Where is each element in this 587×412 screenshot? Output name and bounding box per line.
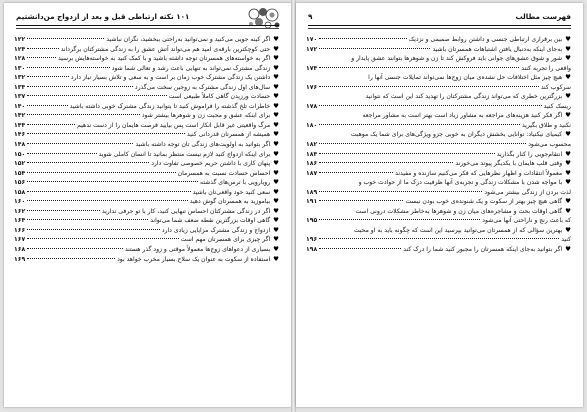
toc-entry-title: رویارویی با ترس‌های گذشته [200, 179, 271, 187]
toc-entry-title: لذت بردن از زندگی بیشتر می‌شود [484, 188, 571, 196]
heart-bullet-icon: ♥ [565, 168, 571, 177]
heart-bullet-icon: ♥ [273, 120, 279, 129]
dot-leader [319, 48, 430, 49]
toc-entry-line [306, 216, 571, 226]
dot-leader [27, 124, 75, 125]
toc-entry-title: هیچ چیز مثل اختلافات حل نشده‌ی میان زوج‌ها نمی‌تواند تمایلات جنسی آنها را [368, 74, 563, 82]
heart-bullet-icon: ♥ [273, 206, 279, 215]
toc-entry-page: ۱۸۷ [306, 169, 318, 177]
toc-entry-page: ۱۴۸ [14, 141, 26, 149]
toc-entry[interactable] [306, 35, 571, 45]
toc-entry[interactable] [14, 188, 279, 198]
toc-entry-title: زندگی مشترک نمی‌تواند به تنهایی باعث رشد و تعالی شما شود [111, 64, 271, 72]
toc-entry-page: ۱۲۴ [14, 45, 26, 53]
toc-entry-page: ۱۸۶ [306, 160, 318, 168]
toc-entry-line [306, 178, 571, 188]
dot-leader [27, 95, 167, 96]
heart-bullet-icon: ♥ [273, 130, 279, 139]
toc-entry-line [306, 35, 571, 45]
heart-bullet-icon: ♥ [273, 254, 279, 263]
toc-entry-title: کنید [561, 236, 571, 244]
toc-entry-title: محسوب می‌شود [528, 141, 571, 149]
left-page [4, 3, 291, 407]
toc-entry-line [306, 130, 571, 140]
heart-bullet-icon: ♥ [273, 168, 279, 177]
toc-entry-line [14, 54, 279, 64]
left-page-header [16, 9, 279, 23]
toc-entry[interactable] [306, 197, 571, 207]
toc-entry-title: سرکوب کند [540, 83, 571, 91]
toc-entry[interactable] [14, 245, 279, 255]
toc-entry-page: ۱۶۹ [14, 255, 26, 263]
toc-entry-page: ۱۴۶ [14, 131, 26, 139]
toc-entry-page: ۱۶۸ [14, 246, 26, 254]
heart-bullet-icon: ♥ [565, 206, 571, 215]
toc-entry[interactable] [14, 73, 279, 83]
dot-leader [27, 172, 176, 173]
toc-entry-title: احساس حسادت نسبت به همسرمان [177, 169, 271, 177]
toc-entry[interactable] [14, 130, 279, 140]
toc-entry-page: ۱۶۶ [14, 226, 26, 234]
toc-entry-title: سعی کنید خود واقعی‌تان باشید [192, 188, 271, 196]
dot-leader [27, 67, 110, 68]
toc-entry-line [14, 159, 279, 169]
heart-bullet-icon: ♥ [273, 54, 279, 63]
heart-bullet-icon: ♥ [565, 111, 571, 120]
toc-entry-page: ۱۵۰ [14, 150, 26, 158]
toc-entry-title: گاهی اوقات بحث و مشاجره‌های میان زن و شوهرها به‌خاطر مشکلات درونی است [355, 207, 563, 215]
toc-entry-title: پنهان کاری با داشتن حریم خصوصی تفاوت دارد [151, 160, 271, 168]
toc-entry-page: ۱۷۶ [306, 83, 318, 91]
heart-bullet-icon: ♥ [565, 149, 571, 158]
toc-entry[interactable] [14, 197, 279, 207]
toc-entry-page: ۱۹۵ [306, 217, 318, 225]
toc-entry-line [306, 235, 571, 245]
dot-leader [319, 124, 520, 125]
heart-bullet-icon: ♥ [273, 197, 279, 206]
heart-bullet-icon: ♥ [565, 245, 571, 254]
dot-leader [319, 105, 542, 106]
heart-bullet-icon: ♥ [273, 216, 279, 225]
toc-entry-page: ۱۷۰ [306, 36, 318, 43]
toc-entry-page: ۱۸۴ [306, 150, 318, 158]
toc-entry[interactable] [306, 169, 571, 179]
toc-entry[interactable] [14, 111, 279, 121]
heart-bullet-icon: ♥ [273, 92, 279, 101]
toc-entry-line [14, 35, 279, 45]
toc-entry[interactable] [306, 111, 571, 130]
toc-entry-title: که باعث رنج و ناراحتی آنها می‌شود [482, 217, 571, 225]
heart-bullet-icon: ♥ [273, 63, 279, 72]
toc-entry-line [306, 92, 571, 102]
dot-leader [27, 248, 123, 249]
heart-bullet-icon: ♥ [565, 178, 571, 187]
heart-bullet-icon: ♥ [273, 44, 279, 53]
toc-entry[interactable] [14, 83, 279, 93]
left-header-rule [16, 25, 279, 26]
toc-entry-title: اگر بتوانید به‌جای اینکه همسرتان را مجبور کنید شما را درک کند [403, 246, 563, 254]
toc-entry-title: انتقام‌جویی را کنار بگذارید [496, 150, 563, 158]
toc-entry-page: ۱۹۸ [306, 246, 318, 254]
toc-entry-page: ۱۳۷ [14, 93, 26, 101]
toc-entry-title: حتی کوچکترین بارقه‌ی امید هم می‌تواند آتش عشق را به زندگی مشترکتان برگرداند [60, 45, 271, 53]
heart-bullet-icon: ♥ [565, 159, 571, 168]
toc-entry[interactable] [306, 226, 571, 245]
heart-bullet-icon: ♥ [565, 130, 571, 139]
toc-entry-page: ۱۶۴ [14, 217, 26, 225]
toc-entry-line [306, 102, 571, 112]
toc-entry-title: کیمیای نیکنیاد: توانایی بخشش دیگران به خوبی جزو ویژگی‌های برای شما یک موهبت [350, 131, 563, 139]
toc-entry-line [14, 130, 279, 140]
toc-entry-line [306, 64, 571, 74]
toc-entry[interactable] [14, 159, 279, 169]
toc-entry-line [14, 150, 279, 160]
toc-entry-line [14, 121, 279, 131]
dot-leader [27, 219, 148, 220]
toc-entry[interactable] [306, 130, 571, 149]
toc-entry-page: ۱۴۰ [14, 102, 26, 110]
right-header-rule [308, 25, 571, 26]
dot-leader [27, 200, 188, 201]
toc-entry-title: اگر چیزی برای همسرتان مهم است [180, 236, 271, 244]
toc-entry-page: ۱۴۲ [14, 112, 26, 120]
toc-entry-title: اگر در زندگی مشترکتان احساس تنهایی کنید، کار با تو حرفی ندارید [101, 207, 271, 215]
toc-entry-line [14, 255, 279, 265]
toc-entry-title: اگر بتوانید به اولویت‌های زندگی تان توجه داشته باشید [135, 141, 271, 149]
heart-bullet-icon: ♥ [565, 73, 571, 82]
toc-entry-line [306, 150, 571, 160]
dot-leader [27, 229, 160, 230]
toc-entry-page: ۱۷۸ [306, 102, 318, 110]
heart-bullet-icon: ♥ [273, 235, 279, 244]
dot-leader [319, 200, 403, 201]
toc-entry-page: ۱۸۹ [306, 188, 318, 196]
toc-entry-title: ازدواج و زندگی مشترک مزایایی زیادی دارد [161, 226, 271, 234]
toc-entry-title: معمولاً انتقادات و اظهار نظرهایی که فکر می‌کنیم سازنده و مفیدند [395, 169, 563, 177]
toc-entry-title: بهترین سؤالی که از همسرتان می‌توانید بپرسید این است که چگونه باید به او محبت [353, 226, 563, 234]
toc-entry-page: ۱۶۰ [14, 198, 26, 206]
dot-leader [27, 57, 56, 58]
dot-leader [27, 238, 179, 239]
dot-leader [27, 76, 69, 77]
dot-leader [319, 219, 480, 220]
toc-entry-line [14, 83, 279, 93]
toc-entry-line [306, 73, 571, 83]
dot-leader [27, 38, 104, 39]
toc-entry[interactable] [14, 216, 279, 226]
dot-leader [27, 162, 149, 163]
dot-leader [27, 258, 115, 259]
toc-entry-page: ۱۳۴ [14, 83, 26, 91]
toc-entry-line [306, 140, 571, 150]
toc-entry-page: ۱۶۲ [14, 207, 26, 215]
toc-entry-title: نکنید و طلاق بگیرید [521, 121, 571, 129]
toc-entry-line [14, 92, 279, 102]
dot-leader [27, 181, 198, 182]
right-page-number: ۹ [308, 11, 313, 21]
toc-entry-title: برای اینکه عشق و محبت زن و شوهرها بیشتر شود [141, 112, 271, 120]
toc-entry-page: ۱۳۲ [14, 74, 26, 82]
toc-entry-title: مرگ واقعیتی غیر قابل انکار است پس بیایید فرصت هایمان را از دست ندهیم [77, 121, 271, 129]
heart-bullet-icon: ♥ [565, 44, 571, 53]
heart-bullet-icon: ♥ [273, 225, 279, 234]
toc-entry-page: ۱۵۴ [14, 169, 26, 177]
toc-entry[interactable] [14, 45, 279, 55]
toc-entry-page: ۱۲۲ [14, 36, 26, 43]
toc-entry-line [14, 188, 279, 198]
toc-entry-line [14, 216, 279, 226]
toc-entry[interactable] [14, 92, 279, 102]
right-page-header [308, 9, 571, 23]
toc-entry-line [306, 169, 571, 179]
toc-entry-title: همیشه از همسرتان قدردانی کنید [186, 131, 271, 139]
toc-entry-page: ۱۵۶ [14, 179, 26, 187]
toc-entry-title: حسادت ورزیدن گاهی کاملاً طبیعی است [168, 93, 271, 101]
heart-bullet-icon: ♥ [273, 35, 279, 43]
toc-entry-title: واقعی را تجربه کنند [521, 64, 571, 72]
dot-leader [27, 153, 96, 154]
toc-entry-title: شور و شوق عشق‌های جوانی باید فروکش کند تا زن و شوهرها بتوانند عشق پایدار و [351, 55, 563, 63]
toc-entry-line [14, 64, 279, 74]
toc-entry-title: خاطرات تلخ گذشته را فراموش کنید تا بتوانید زندگی مشترک خوبی داشته باشید [69, 102, 271, 110]
toc-entry-title: وقتی قلب هایمان با یکدیگر پیوند می‌خورند [455, 160, 563, 168]
toc-entry-line [306, 45, 571, 55]
heart-bullet-icon: ♥ [565, 225, 571, 234]
left-toc-list [14, 35, 279, 264]
toc-entry-line [306, 83, 571, 93]
toc-entry[interactable] [14, 255, 279, 265]
toc-entry-line [14, 207, 279, 217]
toc-entry[interactable] [306, 159, 571, 169]
toc-entry[interactable] [14, 169, 279, 179]
right-toc-list [306, 35, 571, 255]
heart-bullet-icon: ♥ [273, 149, 279, 158]
left-header-title: ۱۰۱ نکته ارتباطی قبل و بعد از ازدواج من‌دانشتیم [16, 11, 190, 21]
toc-entry-line [14, 235, 279, 245]
heart-bullet-icon: ♥ [273, 82, 279, 91]
toc-entry-line [14, 45, 279, 55]
heart-bullet-icon: ♥ [273, 73, 279, 82]
toc-entry-line [14, 178, 279, 188]
right-header-title: فهرست مطالب [515, 11, 571, 21]
toc-entry[interactable] [14, 207, 279, 217]
toc-entry-title: گاهی اوقات بزرگترین نقطه ضعف شما می‌تواند [150, 217, 271, 225]
toc-entry-page: ۱۸۲ [306, 141, 318, 149]
toc-entry-page: ۱۴۴ [14, 121, 26, 129]
left-header-rule-thin [16, 28, 279, 29]
toc-entry[interactable] [306, 54, 571, 73]
toc-entry-page: ۱۹۱ [306, 198, 318, 206]
dot-leader [319, 162, 453, 163]
toc-entry-page: ۱۲۸ [14, 55, 26, 63]
right-header-rule-thin [308, 28, 571, 29]
toc-entry[interactable] [306, 245, 571, 255]
heart-bullet-icon: ♥ [565, 197, 571, 206]
dot-leader [319, 153, 495, 154]
dot-leader [319, 191, 482, 192]
dot-leader [27, 114, 140, 115]
toc-entry-line [306, 188, 571, 198]
toc-entry-title: به‌جای اینکه به‌دنبال یافتن اشتباهات همسرتان باشید [432, 45, 563, 53]
toc-entry-title: استفاده از سکوت به عنوان یک سلاح بسیار مخرب خواهد بود [117, 255, 271, 263]
toc-entry-line [14, 245, 279, 255]
toc-entry[interactable] [306, 207, 571, 226]
toc-entry[interactable] [14, 178, 279, 188]
toc-entry[interactable] [14, 226, 279, 236]
toc-entry-title: داشتن یک زندگی مشترک خوب زمان بر است و به سعی و تلاش بسیار نیاز دارد [70, 74, 271, 82]
toc-entry-title: بزرگترین خطری که می‌تواند زندگی مشترکتان را تهدید کند این است که نتوانید [365, 93, 563, 101]
dot-leader [319, 143, 526, 144]
toc-entry[interactable] [14, 102, 279, 112]
dot-leader [27, 143, 133, 144]
toc-entry-page: ۱۹۶ [306, 236, 318, 244]
heart-bullet-icon: ♥ [565, 92, 571, 101]
heart-bullet-icon: ♥ [273, 111, 279, 120]
toc-entry-line [14, 226, 279, 236]
heart-bullet-icon: ♥ [565, 35, 571, 43]
dot-leader [319, 67, 519, 68]
toc-entry-page: ۱۵۲ [14, 160, 26, 168]
toc-entry-line [306, 226, 571, 236]
dot-leader [319, 248, 401, 249]
toc-entry-line [14, 73, 279, 83]
heart-bullet-icon: ♥ [565, 54, 571, 63]
toc-entry-title: اگر فکر کنید هزینه‌های مراجعه به مشاور زیاد است بهتر است به مشاور مراجعه [362, 112, 563, 120]
toc-entry-page: ۱۶۷ [14, 236, 26, 244]
toc-entry[interactable] [306, 73, 571, 92]
toc-entry-line [306, 111, 571, 121]
toc-entry-page: ۱۸۰ [306, 121, 318, 129]
dot-leader [319, 172, 393, 173]
toc-entry[interactable] [306, 178, 571, 197]
toc-entry-title: بین برقراری ارتباطی جنسی و داشتن روابط صمیمی و نزدیک [408, 36, 563, 43]
toc-entry[interactable] [306, 45, 571, 55]
toc-entry-title: اگر به خواسته‌های همسرتان توجه داشته باشید و با کمک کنید به خواسته‌هایش برسید [57, 55, 271, 63]
toc-entry-title: اگر کینه جویی می‌کنید و نمی‌توانید به‌راحتی ببخشید، نگران نباشید [106, 36, 271, 43]
dot-leader [27, 191, 190, 192]
heart-bullet-icon: ♥ [273, 187, 279, 196]
heart-bullet-icon: ♥ [273, 101, 279, 110]
dot-leader [27, 86, 133, 87]
toc-entry-line [14, 197, 279, 207]
toc-entry-page: ۱۵۸ [14, 188, 26, 196]
toc-entry-line [306, 245, 571, 255]
toc-entry[interactable] [306, 92, 571, 111]
toc-entry[interactable] [14, 235, 279, 245]
dot-leader [27, 210, 100, 211]
toc-entry[interactable] [14, 64, 279, 74]
toc-entry-title: بیاموزید به همسرتان گوش دهید [189, 198, 271, 206]
toc-entry-title: گاهی هیچ چیز بهتر از سکوت و یک شنونده‌ی خوب بودن نیست [405, 198, 563, 206]
toc-entry[interactable] [306, 150, 571, 160]
toc-entry-line [14, 169, 279, 179]
toc-entry-title: سال‌های اول زندگی مشترک به زوجین سخت می‌گذرد [134, 83, 271, 91]
dot-leader [319, 238, 559, 239]
right-page [296, 3, 583, 407]
heart-bullet-icon: ♥ [273, 140, 279, 149]
toc-entry[interactable] [14, 35, 279, 45]
toc-entry-title: برای اینکه ازدواج کنید لازم نیست منتظر بمانید تا انسان کاملی شوید [98, 150, 271, 158]
toc-entry-line [14, 140, 279, 150]
heart-bullet-icon: ♥ [273, 245, 279, 254]
toc-entry-line [306, 54, 571, 64]
dot-leader [27, 105, 67, 106]
toc-entry-page: ۱۳۰ [14, 64, 26, 72]
toc-entry[interactable] [14, 150, 279, 160]
toc-entry-line [306, 197, 571, 207]
toc-entry-line [306, 121, 571, 131]
dot-leader [319, 38, 407, 39]
dot-leader [27, 48, 59, 49]
toc-entry[interactable] [14, 121, 279, 131]
toc-entry-line [306, 159, 571, 169]
toc-entry[interactable] [14, 140, 279, 150]
toc-entry-line [306, 207, 571, 217]
toc-entry[interactable] [14, 54, 279, 64]
toc-entry-title: با مواجه شدن با مشکلات زندگی و تجربه‌ی آنها ظرفیت درک ما از حوادث خوب و [358, 179, 563, 187]
dot-leader [319, 86, 539, 87]
dot-leader [27, 133, 185, 134]
toc-entry-title: ریسک کنید [543, 102, 571, 110]
heart-bullet-icon: ♥ [273, 178, 279, 187]
toc-entry-line [14, 111, 279, 121]
toc-entry-page: ۱۷۴ [306, 64, 318, 72]
heart-bullet-icon: ♥ [273, 159, 279, 168]
toc-entry-line [14, 102, 279, 112]
toc-entry-title: بسیاری از دعواهای زوج‌ها معمولاً موقتی و زود گذر هستند [124, 246, 271, 254]
toc-entry-page: ۱۷۲ [306, 45, 318, 53]
